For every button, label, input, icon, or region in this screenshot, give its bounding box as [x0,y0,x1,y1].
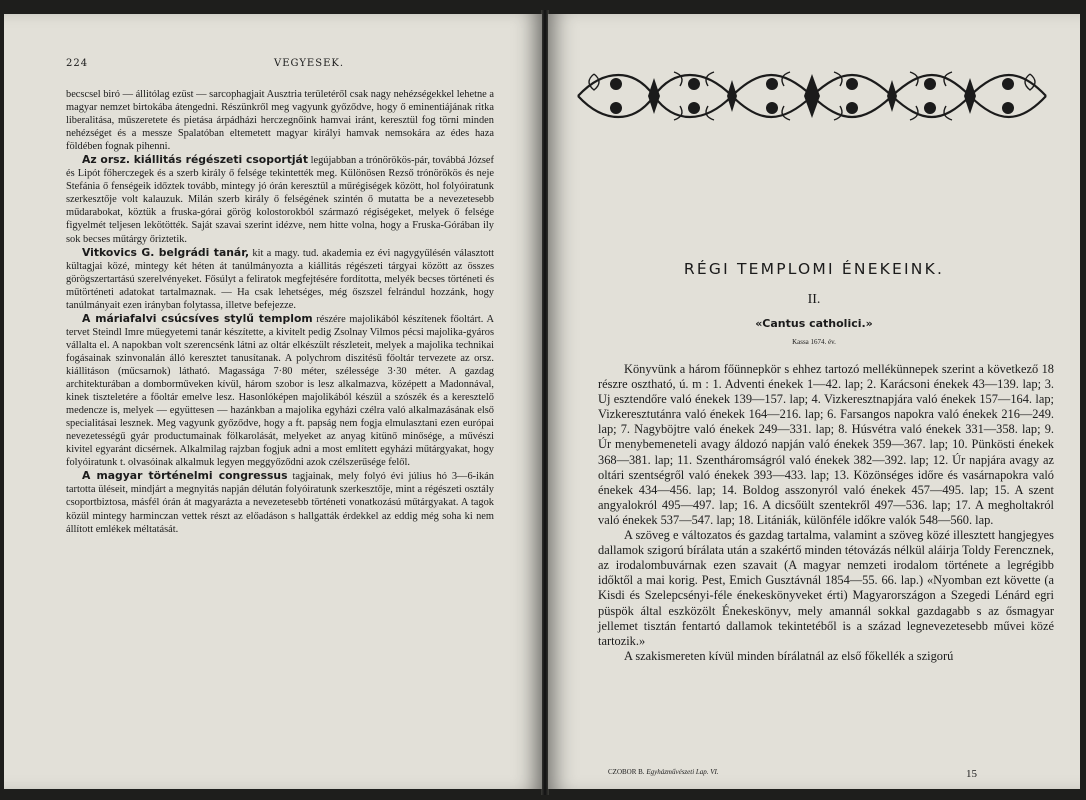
right-paragraph-2: A szöveg e változatos és gazdag tartalma, valamint a szöveg közé illesztett hangjegyes dallamok szigorú bírálata után a szakértő minden tétovázás nélkül aláirja Toldy Ferencznek, az irodalombuvárnak ezen szavait (A magyar nemzeti irodalom története a legrégibb időktől a mai korig. Pest, Emich Gusztávnál 1854—55. 66. lap.) «Nyomban ezt követte (a Kisdi és Szelepcsényi-féle énekeskönyveket érti) Magyarországon a Szegedi Lénárd egri püspök által eszközölt Énekeskönyv, mely amannál sokkal gazdagabb s az ősmagyar jellemet tisztán fentartó dallamok tekintetéből is a század legnevezetesebb művei közé tartozik.» [598,528,1054,648]
right-paragraph-3: A szakismereten kívül minden bírálatnál az első főkellék a szigorú [624,648,954,663]
page-footer-signature [608,768,719,776]
left-page-number: 224 [66,58,89,69]
footer-journal: Egyházművészeti Lap. VI. [646,768,719,776]
ornamental-vine-banner-icon [574,64,1050,128]
article-subtitle: «Cantus catholici.» [755,317,873,330]
left-paragraph-3: Vitkovics G. belgrádi tanár, kit a magy. tud. akademia ez évi nagygyűlésén választott kültagjai közé, mintegy két héten át tanúlmányozta a kiállitás régészeti tárgyai között az összes görögszertartású szerelvényeket. Fősúlyt a feliratok megfejtésére fordította, melyék becses történeti és műtörténeti adatokat tartalmaznak. — Ha csak lehetséges, még őszszel felrándul hozzánk, hogy tanúlmányait ezen irányban folytassa, illetve befejezze. [66,245,494,311]
left-running-title: VEGYESEK. [274,58,345,69]
left-paragraph-4: A máriafalvi csúcsíves stylű templom részére majolikából készítenek főoltárt. A tervet Steindl Imre műegyetemi tanár készítette, a kivitelt pedig Zsolnay Vilmos pécsi majolika-gyáros vállalta el. A napokban volt szerencsénk látni az oltár elkészült részleteit, melyek a majolika technikai fogásainak szinvonalán álló keresztet tanusítanak. A polychrom diszitésű főoltár tervezete az orsz. kiállitáson (műcsarnok) látható. Magassága 7·80 méter, szélessége 3·30 méter. A gazdag architekturában a domborműveken kívül, három szobor is lesz alkalmazva, középett a Madonnával, kinek tiszteletére a főoltár emelve lesz. Hasonlóképen majolikából készül a szószék és a keresztelő medencze is, melyek — együttesen — hazánkban a majolika egyházi czélra való alkalmazásának első specialitásai lesznek. Meg vagyunk győződve, hogy a ft. papság nem fogja elmulasztani ezen európai nevezetességű gyár productumainak fölkarolását, melyeket az anyag kitünő minősége, a művészi kivitel egyaránt dicsérnek. Alkalmilag rajzban fogjuk adni a most említett egyházi műtárgyakat, hogy folyóiratunk t. olvasóinak alkalmuk legyen meggyőződni azok czélszerűsége felől. [66,311,495,469]
right-page [548,14,1080,789]
footer-author: CZOBOR B. [608,768,645,776]
right-paragraph-1: Könyvünk a három főünnepkör s ehhez tartozó mellékünnepek szerint a következő 18 részre osztható, ú. m : 1. Adventi énekek 1—42. lap; 2. Karácsoni énekek 43—139. lap; 3. Uj esztendőre való énekek 139—157. lap; 4. Vizkeresztnapjára való énekek 157—164. lap; Vizkeresztutánra való énekek 164—216. lap; 6. Farsangos napokra való énekek 216—249. lap; 7. Nagyböjtre való énekek 249—331. lap; 8. Húsvétra való énekek 331—358. lap; 9. Úr menybemeneteli avagy áldozó napján való énekek 359—367. lap; 10. Pünkösti énekek 368—381. lap; 11. Szentháromságról való énekek 382—392. lap; 12. Úr napjára avagy az oltári szentségről való énekek 393—433. lap; 13. Közönséges időre és vasárnapokra való énekek 434—456. lap; 14. Boldog asszonyról való énekek 457—495. lap; 15. A szent angyalokról 495—497. lap; 16. A dicsőült szentekről 497—536. lap; 17. A megholtakról való énekek 537—547. lap; 18. Litániák, különféle időkre valók 548—560. lap. [598,362,1054,527]
left-paragraph-1: becscsel biró — állitólag ezüst — sarcophagjait Ausztria területéről csak nagy nehézségekkel lehetne a magyar nemzet birtokába átengedni. Részünkről meg vagyunk győződve, hogy ő eminentiájának ritka liberalitása, műszeretete és pietása árpádházi herczegnőink hamvai iránt, keresztül fog törni minden nehézséget és a messze Spalatóban eltemetett magyar királyi hamvak nemsokára az édes haza földében fognak pihenni. [66,89,494,153]
right-body-text [598,362,1054,664]
right-page-number: 15 [966,768,977,780]
left-paragraph-5: A magyar történelmi congressus tagjainak, mely folyó évi július hó 3—6-ikán tartotta üléseit, mindjárt a megnyitás napján délután folyóiratunk szerkesztője, mint a régészeti osztály csoportbiztosa, másfél órán át magyarázta a nevezetesebb történeti vonatkozású műtárgyakat. A tagok közül mintegy harminczan vettek részt az előadáson s hallgatták érdekkel az eddig még soha ki nem állított emlékek méltatását. [66,469,494,535]
article-title: RÉGI TEMPLOMI ÉNEKEINK. [683,260,945,278]
left-page [4,14,542,789]
source-line: Kassa 1674. év. [792,338,836,346]
left-body-text [66,88,494,536]
section-number: II. [807,292,821,307]
left-paragraph-2: Az orsz. kiállitás régészeti csoportját legújabban a trónörökös-pár, továbbá József és Lipót főherczegek és a szerb király ő felsége tekintették meg. Különösen Rezső trónörökös és neje Stefánia ő fenségeik időztek tovább, mintegy jó órán keresztül a műrégiségek között, hol folyóiratunk szerkesztője volt kalauzuk. Milán szerb király ő felségének szintén ő mutatta be a nevezetesebb műdarabokat, köztük a fruska-górai görög kolostorokból származó régiségeket, melyek ő felsége figyelmét teljesen lekötötték. Saját szavai szerint idézve, nem hitte volna, hogy a Fruska-Górában ily sok becses műtárgy őriztetik. [66,153,494,245]
